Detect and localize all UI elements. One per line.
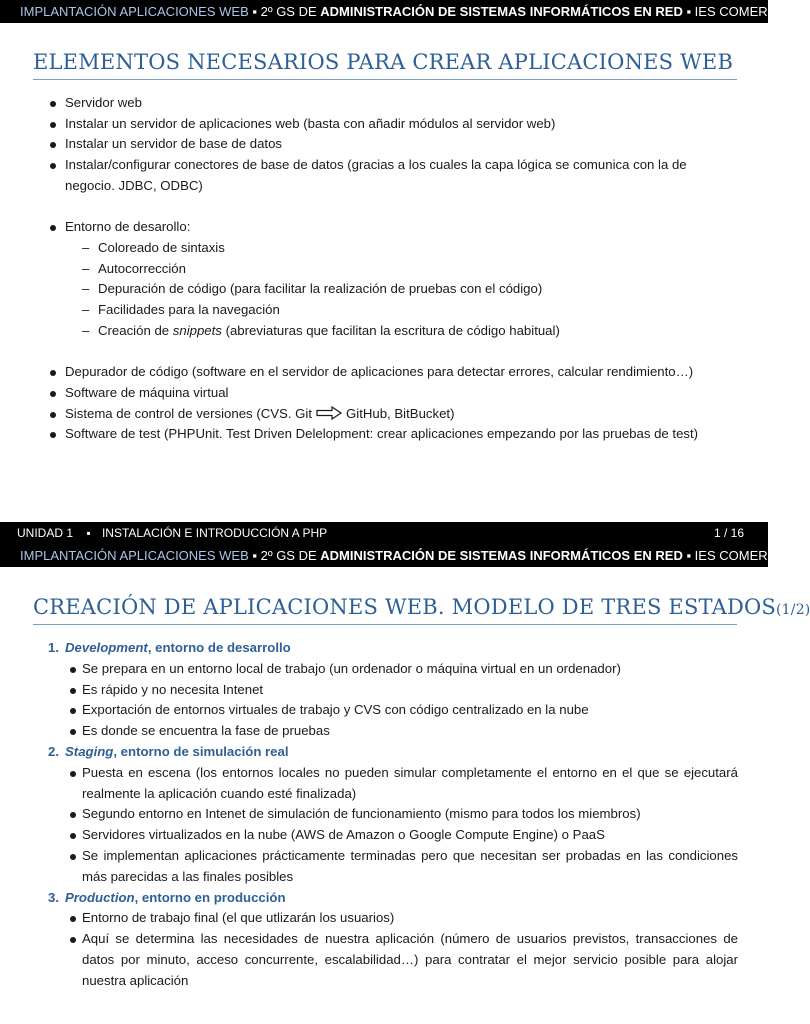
school-name: ▪ IES COMERCIO — [682, 4, 791, 19]
unit-topic: INSTALACIÓN E INTRODUCCIÓN A PHP — [101, 526, 328, 540]
school-name: ▪ IES COMERCIO — [682, 548, 791, 563]
slide-footer-bar — [0, 522, 768, 544]
list-item: Software de test (PHPUnit. Test Driven Delelopment: crear aplicaciones empezando por las pruebas de test) — [48, 424, 738, 445]
stage-details — [65, 659, 738, 742]
list-item: Exportación de entornos virtuales de trabajo y CVS con código centralizado en la nube — [65, 700, 738, 721]
program-name: ADMINISTRACIÓN DE SISTEMAS INFORMÁTICOS EN RED — [320, 548, 683, 563]
slide-header-bar — [0, 544, 791, 567]
list-item: Instalar un servidor de aplicaciones web (basta con añadir módulos al servidor web) — [48, 114, 738, 135]
list-item: Se implementan aplicaciones prácticamente terminadas pero que necesitan ser probadas en las condiciones más parecidas a las finales posibles — [65, 846, 738, 888]
program-name: ADMINISTRACIÓN DE SISTEMAS INFORMÁTICOS EN RED — [320, 4, 683, 19]
slide-title-part: (1/2) — [776, 602, 810, 618]
list-item: Servidor web — [48, 93, 738, 114]
sub-list-item: – Facilidades para la navegación — [65, 300, 738, 321]
snippets-post: (abreviaturas que facilitan la escritura de código habitual) — [221, 322, 560, 338]
stage-desc: , entorno en producción — [134, 889, 286, 905]
list-item: Instalar un servidor de base de datos — [48, 134, 738, 155]
sub-list-item — [65, 321, 738, 342]
list-item: Es donde se encuentra la fase de pruebas — [65, 721, 738, 742]
vcs-text: Sistema de control de versiones (CVS. Git — [65, 405, 313, 421]
list-item: Entorno de trabajo final (el que utlizarán los usuarios) — [65, 908, 738, 929]
list-item: Instalar/configurar conectores de base de datos (gracias a los cuales la capa lógica se comunica con la de negocio. JDBC, ODBC) — [48, 155, 738, 196]
list-item: Depurador de código (software en el servidor de aplicaciones para detectar errores, calcular rendimiento…) — [48, 362, 738, 383]
stage-details — [65, 908, 738, 991]
list-item — [48, 404, 738, 425]
stages-list — [48, 638, 738, 992]
snippets-pre: Creación de — [98, 322, 173, 338]
stage-name: Development — [65, 640, 148, 655]
stage-heading — [48, 888, 738, 909]
stage-details — [65, 763, 738, 888]
stage-name: Staging — [65, 743, 114, 759]
slide-title — [33, 595, 810, 625]
list-item: Software de máquina virtual — [48, 383, 738, 404]
sub-list-item: – Autocorrección — [65, 259, 738, 280]
stage-heading — [48, 638, 738, 659]
list-item: Servidores virtualizados en la nube (AWS de Amazon o Google Compute Engine) o PaaS — [65, 825, 738, 846]
list-item — [48, 217, 738, 341]
course-name: IMPLANTACIÓN APLICACIONES WEB — [20, 4, 249, 19]
header-separator: ▪ 2º GS DE — [248, 4, 321, 19]
slide-title-text: CREACIÓN DE APLICACIONES WEB. MODELO DE TRES ESTADOS — [33, 595, 777, 619]
stage-item — [48, 638, 738, 742]
sub-list-item: – Depuración de código (para facilitar la realización de pruebas con el código) — [65, 279, 738, 300]
vcs-hosts: GitHub, BitBucket) — [346, 405, 455, 421]
page-number: 1 / 16 — [713, 526, 744, 540]
list-item: Segundo entorno en Intenet de simulación de funcionamiento (mismo para todos los miembros) — [65, 804, 738, 825]
slide-header-bar — [0, 0, 791, 23]
slide-title: ELEMENTOS NECESARIOS PARA CREAR APLICACIONES WEB — [33, 50, 737, 80]
ide-label: Entorno de desarollo: — [65, 219, 191, 235]
stage-item — [48, 742, 738, 888]
stage-heading — [48, 742, 738, 763]
stage-number: 3. — [48, 889, 59, 905]
snippets-term: snippets — [172, 322, 222, 338]
stage-number: 1. — [48, 640, 59, 655]
list-item: Puesta en escena (los entornos locales no pueden simular completamente el entorno en el que se ejecutará realmente la aplicación cuando esté finalizada) — [65, 763, 738, 805]
sub-list — [65, 238, 738, 342]
stage-item — [48, 888, 738, 992]
bullet-list — [48, 93, 738, 445]
unit-label: UNIDAD 1 — [17, 526, 74, 540]
stage-name: Production — [65, 889, 135, 905]
course-name: IMPLANTACIÓN APLICACIONES WEB — [20, 548, 249, 563]
header-separator: ▪ 2º GS DE — [248, 548, 321, 563]
list-item: Se prepara en un entorno local de trabajo (un ordenador o máquina virtual en un ordenador) — [65, 659, 738, 680]
sub-list-item: – Coloreado de sintaxis — [65, 238, 738, 259]
footer-bullet: ▪ — [86, 526, 91, 540]
list-item: Es rápido y no necesita Intenet — [65, 680, 738, 701]
stage-desc: , entorno de desarrollo — [147, 640, 291, 655]
stage-number: 2. — [48, 743, 59, 759]
list-item: Aquí se determina las necesidades de nuestra aplicación (número de usuarios previstos, transacciones de datos por minuto, acceso concurrente, escalabilidad…) para contratar el mejor servicio posible para alojar nuestra aplicación — [65, 929, 738, 991]
right-arrow-icon — [316, 406, 342, 420]
stage-desc: , entorno de simulación real — [113, 743, 289, 759]
